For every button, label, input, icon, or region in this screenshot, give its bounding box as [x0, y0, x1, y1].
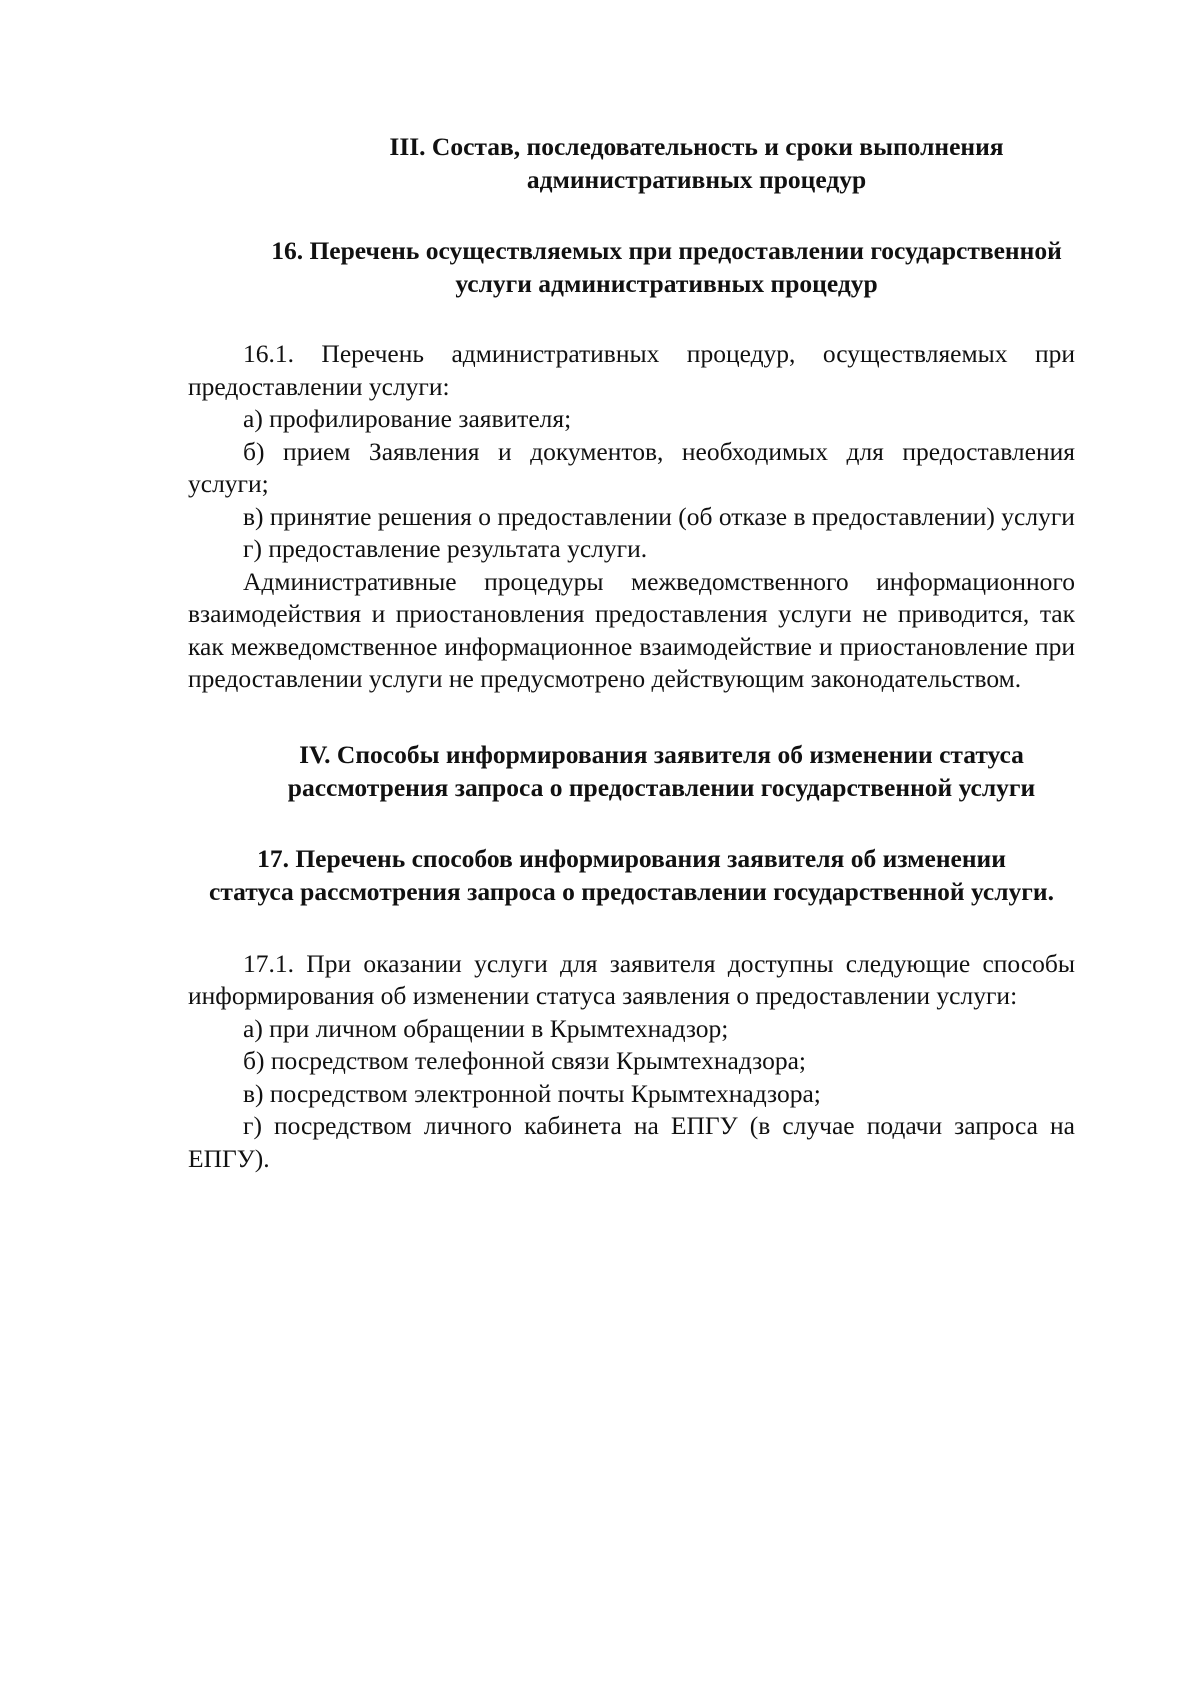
list-item-16-g: г) предоставление результата услуги.: [243, 534, 648, 563]
section-17-heading-line-2: статуса рассмотрения запроса о предоставлении государственной услуги.: [209, 876, 1054, 906]
list-item-16-b: б) прием Заявления и документов, необходимых для предоставления услуги;: [188, 436, 1075, 498]
section-3-heading-line-1: III. Состав, последовательность и сроки выполнения: [389, 132, 1004, 161]
list-item-17-v: в) посредством электронной почты Крымтехнадзора;: [243, 1078, 821, 1108]
section-4-heading-line-1: IV. Способы информирования заявителя об изменении статуса: [299, 739, 1024, 769]
section-16-heading-line-1: 16. Перечень осуществляемых при предоставлении государственной: [271, 236, 1062, 265]
section-3-heading: [318, 130, 1075, 196]
section-16-heading-line-2: услуги административных процедур: [455, 269, 878, 298]
section-4-heading: [248, 738, 1075, 804]
list-item-17-a: а) при личном обращении в Крымтехнадзор;: [243, 1013, 729, 1043]
paragraph-16-1: 16.1. Перечень административных процедур, осуществляемых при предоставлении услуги:: [188, 339, 1075, 401]
section-17-body: [188, 948, 1075, 1176]
section-16-heading: [258, 234, 1075, 300]
paragraph-16-note: Административные процедуры межведомственного информационного взаимодействия и приостановления предоставления услуги не приводится, так как межведомственное информационное взаимодействие и приостановление при предоставлении услуги не предусмотрено действующим законодательством.: [188, 566, 1075, 693]
list-item-17-g: г) посредством личного кабинета на ЕПГУ (в случае подачи запроса на ЕПГУ).: [188, 1111, 1075, 1173]
paragraph-17-1: 17.1. При оказании услуги для заявителя доступны следующие способы информирования об изменении статуса заявления о предоставлении услуги:: [188, 948, 1075, 1010]
section-17-heading-line-1: 17. Перечень способов информирования заявителя об изменении: [257, 843, 1006, 873]
section-4-heading-line-2: рассмотрения запроса о предоставлении государственной услуги: [287, 772, 1036, 802]
section-16-body: [188, 338, 1075, 696]
list-item-17-b: б) посредством телефонной связи Крымтехнадзора;: [243, 1046, 806, 1075]
section-17-heading: [188, 842, 1075, 908]
section-3-heading-line-2: административных процедур: [526, 165, 867, 194]
list-item-16-a: а) профилирование заявителя;: [243, 404, 572, 433]
list-item-16-v: в) принятие решения о предоставлении (об отказе в предоставлении) услуги: [243, 501, 1075, 531]
